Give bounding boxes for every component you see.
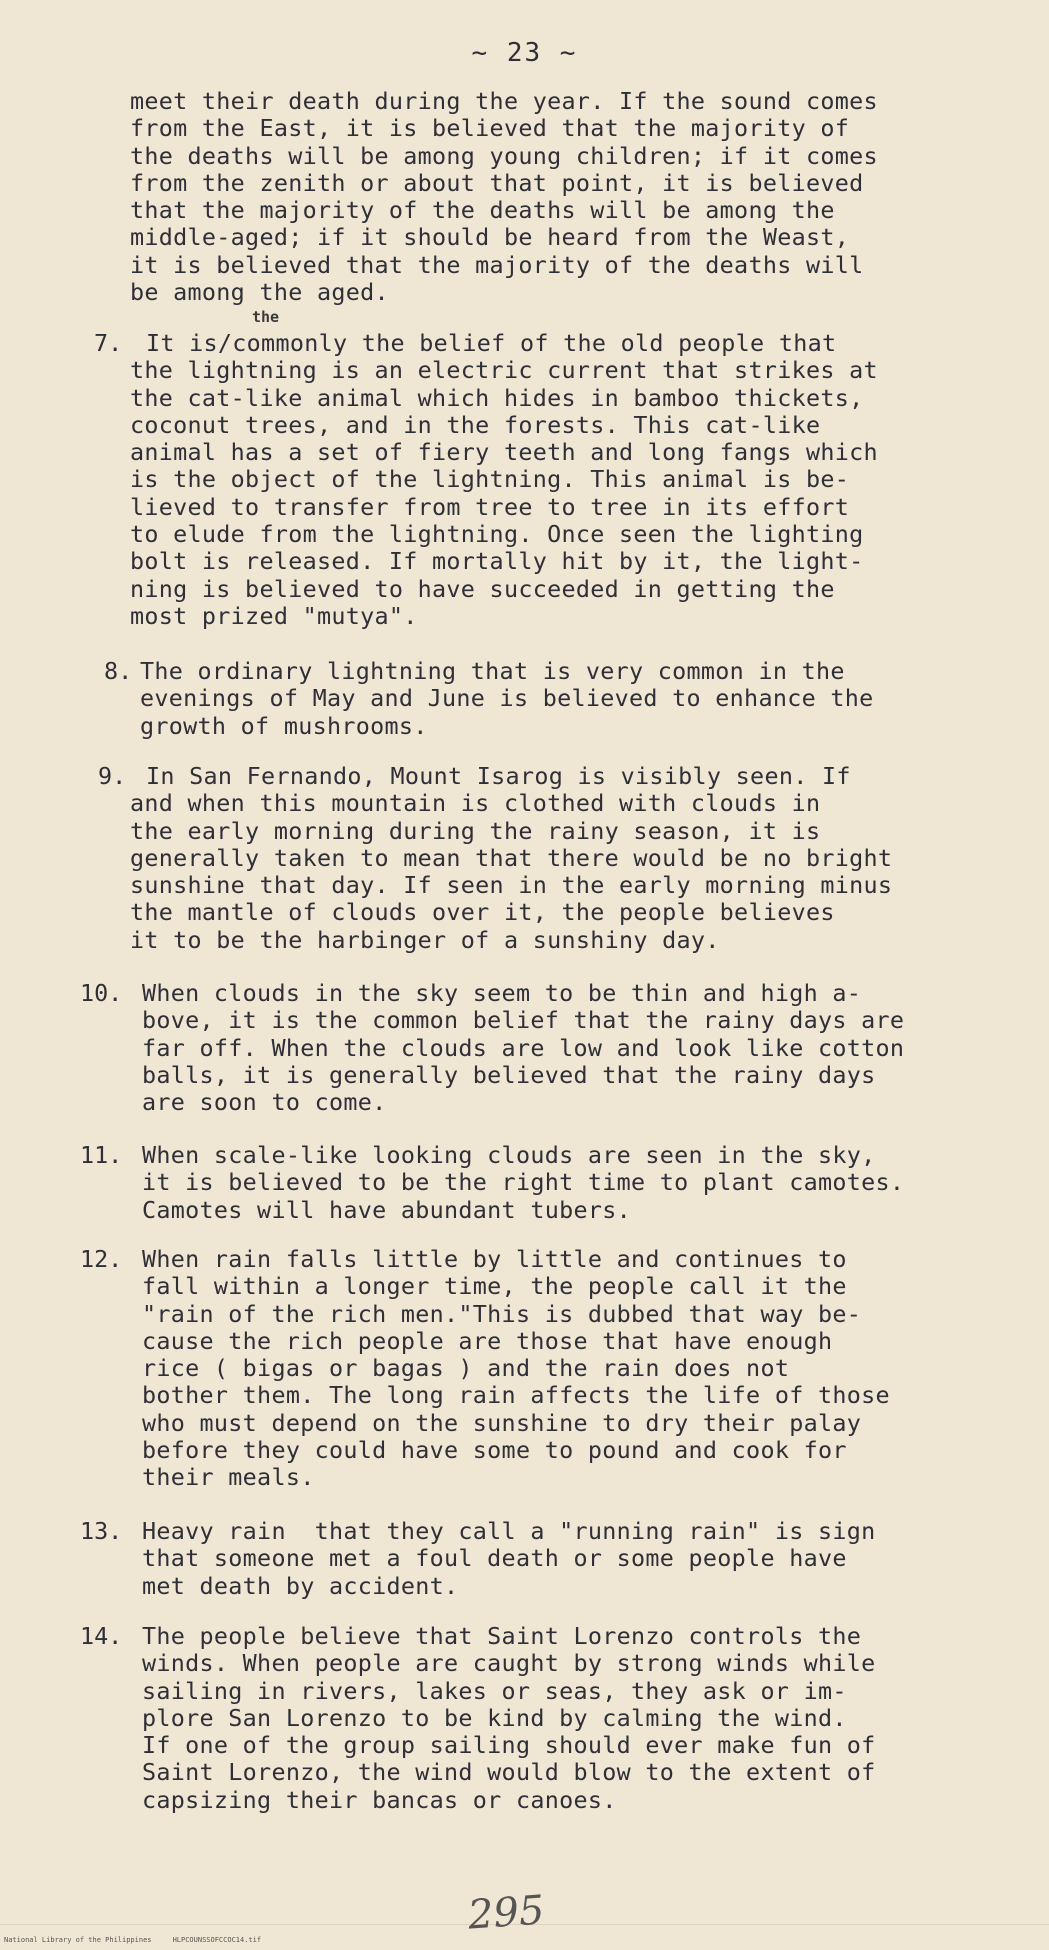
text-line: be among the aged. — [130, 278, 389, 307]
item-number: 10. — [80, 979, 123, 1007]
text-line: Saint Lorenzo, the wind would blow to the extent of — [142, 1758, 876, 1787]
item-number: 11. — [80, 1141, 123, 1169]
item-12 — [142, 1246, 1002, 1492]
text-line: The people believe that Saint Lorenzo controls the — [142, 1622, 862, 1650]
text-line: plore San Lorenzo to be kind by calming the wind. — [142, 1703, 847, 1732]
text-line: capsizing their bancas or canoes. — [142, 1785, 617, 1814]
text-line: their meals. — [142, 1463, 315, 1492]
text-line: sunshine that day. If seen in the early morning minus — [130, 871, 893, 900]
text-line: When clouds in the sky seem to be thin and high a- — [142, 979, 862, 1007]
text-line: sailing in rivers, lakes or seas, they ask or im- — [142, 1676, 847, 1705]
item-14 — [142, 1623, 1002, 1814]
text-line: the early morning during the rainy season, it is — [130, 816, 821, 845]
item-number: 9. — [98, 762, 127, 790]
item-9 — [130, 763, 990, 954]
text-line: most prized "mutya". — [130, 601, 418, 630]
text-line: ning is believed to have succeeded in getting the — [130, 574, 835, 603]
text-line: the lightning is an electric current that strikes at — [130, 356, 878, 385]
text-line: animal has a set of fiery teeth and long fangs which — [130, 438, 878, 467]
text-line: fall within a longer time, the people call it the — [142, 1272, 847, 1301]
text-line: the mantle of clouds over it, the people believes — [130, 898, 835, 927]
item-13 — [142, 1518, 1002, 1600]
text-line: rice ( bigas or bagas ) and the rain does not — [142, 1354, 790, 1383]
text-line: to elude from the lightning. Once seen the lighting — [130, 520, 864, 549]
text-line: evenings of May and June is believed to enhance the — [140, 684, 874, 713]
text-line: that someone met a foul death or some people have — [142, 1544, 847, 1573]
text-line: it is believed to be the right time to plant camotes. — [142, 1168, 905, 1197]
text-line: It is/commonly the belief of the old people that — [146, 329, 837, 357]
text-line: winds. When people are caught by strong winds while — [142, 1649, 876, 1678]
page-number: ~ 23 ~ — [471, 38, 578, 68]
text-line: bove, it is the common belief that the rainy days are — [142, 1006, 905, 1035]
text-line: bolt is released. If mortally hit by it, the light- — [130, 547, 864, 576]
text-line: are soon to come. — [142, 1088, 387, 1117]
text-line: that the majority of the deaths will be among the — [130, 196, 835, 225]
item-number: 8. — [104, 657, 133, 685]
item-number: 12. — [80, 1245, 123, 1273]
text-line: far off. When the clouds are low and look like cotton — [142, 1033, 905, 1062]
item-number: 7. — [94, 329, 123, 357]
text-line: In San Fernando, Mount Isarog is visibly seen. If — [146, 762, 851, 790]
item-10 — [142, 980, 1002, 1116]
text-line: When rain falls little by little and continues to — [142, 1245, 847, 1273]
text-line: generally taken to mean that there would be no bright — [130, 843, 893, 872]
text-line: from the zenith or about that point, it is believed — [130, 168, 864, 197]
text-line: who must depend on the sunshine to dry their palay — [142, 1408, 862, 1437]
item-number: 13. — [80, 1517, 123, 1545]
text-line: bother them. The long rain affects the life of those — [142, 1381, 890, 1410]
item-7 — [130, 330, 990, 630]
text-line: "rain of the rich men."This is dubbed that way be- — [142, 1299, 862, 1328]
text-line: When scale-like looking clouds are seen in the sky, — [142, 1141, 876, 1169]
handwritten-page-number: 295 — [466, 1887, 546, 1939]
text-line: coconut trees, and in the forests. This cat-like — [130, 410, 821, 439]
text-line: and when this mountain is clothed with clouds in — [130, 789, 821, 818]
text-line: it is believed that the majority of the deaths will — [130, 250, 864, 279]
footer-library-stamp: National Library of the Philippines HLPCOUNSSOFCCOC14.tif — [4, 1936, 262, 1944]
text-line: middle-aged; if it should be heard from the Weast, — [130, 223, 850, 252]
text-line: cause the rich people are those that have enough — [142, 1326, 833, 1355]
text-line: Camotes will have abundant tubers. — [142, 1195, 631, 1224]
text-line: from the East, it is believed that the majority of — [130, 114, 850, 143]
text-line: Heavy rain that they call a "running rain" is sign — [142, 1517, 876, 1545]
text-line: the cat-like animal which hides in bamboo thickets, — [130, 383, 864, 412]
text-line: If one of the group sailing should ever make fun of — [142, 1731, 876, 1760]
text-line: the deaths will be among young children; if it comes — [130, 141, 878, 170]
item-8 — [140, 658, 1000, 740]
interlinear-insertion: the — [252, 308, 280, 326]
text-line: is the object of the lightning. This animal is be- — [130, 465, 850, 494]
text-line: lieved to transfer from tree to tree in its effort — [130, 492, 850, 521]
text-line: growth of mushrooms. — [140, 711, 428, 740]
text-line: it to be the harbinger of a sunshiny day. — [130, 925, 720, 954]
item-number: 14. — [80, 1622, 123, 1650]
intro-paragraph — [130, 88, 990, 306]
item-11 — [142, 1142, 1002, 1224]
text-line: meet their death during the year. If the sound comes — [130, 87, 878, 115]
text-line: met death by accident. — [142, 1571, 459, 1600]
text-line: balls, it is generally believed that the rainy days — [142, 1060, 876, 1089]
text-line: The ordinary lightning that is very common in the — [140, 657, 845, 685]
text-line: before they could have some to pound and cook for — [142, 1436, 847, 1465]
